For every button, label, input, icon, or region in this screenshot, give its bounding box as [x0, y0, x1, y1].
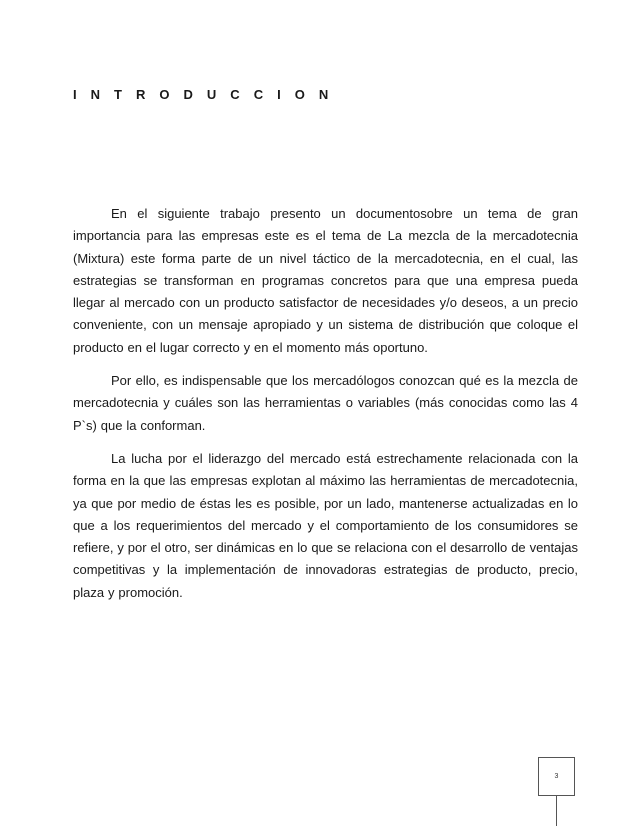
- paragraph-3: La lucha por el liderazgo del mercado está estrechamente relacionada con la forma en la que las empresas explotan al máximo las herramientas de mercadotecnia, ya que por medio de éstas les es posible, por un lado, mantenerse actualizadas en lo que a los requerimientos del mercado y el comportamiento de los consumidores se refiere, y por el otro, ser dinámicas en lo que se relaciona con el desarrollo de ventajas competitivas y la implementación de innovadoras estrategias de producto, precio, plaza y promoción.: [73, 450, 578, 600]
- page-number-box: [538, 757, 575, 796]
- document-body: [73, 203, 578, 615]
- page-number-divider: [556, 796, 557, 826]
- page-number: 3: [554, 773, 559, 780]
- paragraph-2: Por ello, es indispensable que los mercadólogos conozcan qué es la mezcla de mercadotecnia y cuáles son las herramientas o variables (más conocidas como las 4 P`s) que la conforman.: [73, 373, 578, 433]
- document-title: I N T R O D U C C I O N: [73, 87, 334, 102]
- paragraph-1: En el siguiente trabajo presento un documentosobre un tema de gran importancia para las empresas este es el tema de La mezcla de la mercadotecnia (Mixtura) este forma parte de un nivel táctico de la mercadotecnia, en el cual, las estrategias se transforman en programas concretos para que una empresa pueda llegar al mercado con un producto satisfactor de necesidades y/o deseos, a un precio conveniente, con un mensaje apropiado y un sistema de distribución que coloque el producto en el lugar correcto y en el momento más oportuno.: [73, 206, 578, 355]
